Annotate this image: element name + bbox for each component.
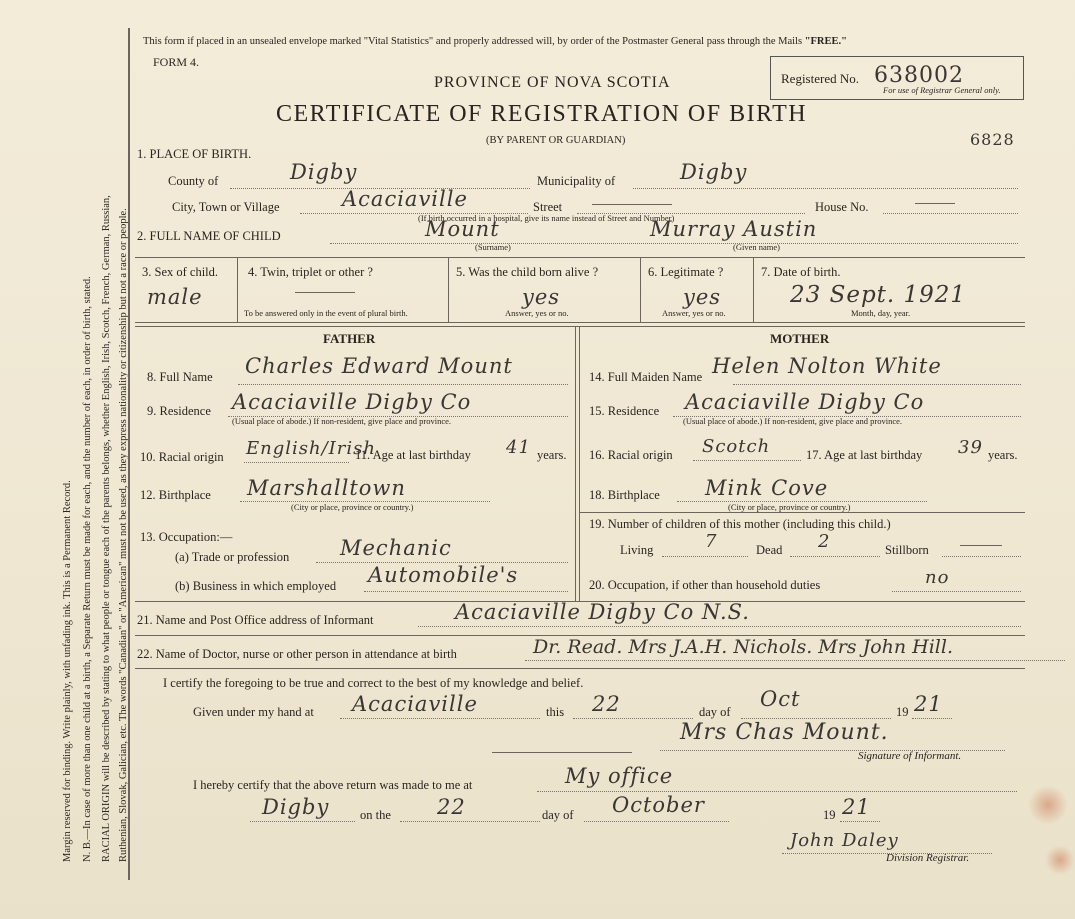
registrar-only-note: For use of Registrar General only. bbox=[883, 85, 1001, 95]
mother-header: MOTHER bbox=[770, 331, 830, 346]
mother-occupation-line bbox=[892, 591, 1021, 592]
father-residence-note: (Usual place of abode.) If non-resident, give place and province. bbox=[232, 416, 452, 426]
mother-name-label: 14. Full Maiden Name bbox=[589, 370, 703, 384]
county-label: County of bbox=[168, 174, 219, 188]
registrar-day-line bbox=[400, 821, 540, 822]
given-label: Given under my hand at bbox=[193, 705, 314, 719]
child-given-name: Murray Austin bbox=[650, 217, 818, 241]
margin-note-nb: N. B.—In case of more than one child at a birth, a Separate Return must be made for each, and the number of each, in order of birth, stated. bbox=[82, 276, 93, 862]
cert-year-value: 21 bbox=[914, 692, 943, 716]
mother-birthplace-value: Mink Cove bbox=[705, 476, 829, 500]
municipality-line bbox=[633, 188, 1018, 189]
mother-birthplace-label: 18. Birthplace bbox=[589, 488, 660, 502]
mother-age-label: 17. Age at last birthday bbox=[806, 448, 923, 462]
row3-divider-2 bbox=[448, 257, 449, 322]
father-birthplace-label: 12. Birthplace bbox=[140, 488, 211, 502]
cert-year-prefix: 19 bbox=[896, 705, 909, 719]
margin-note-racial-2: Ruthenian, Slovak, Galician, etc. The words "Canadian" or "American" must not be used, as they express nationality or citizenship but not a race or people. bbox=[118, 208, 129, 862]
dob-note: Month, day, year. bbox=[851, 308, 911, 318]
cert-day-value: 22 bbox=[592, 692, 621, 716]
mother-racial-value: Scotch bbox=[702, 436, 771, 457]
alive-value: yes bbox=[522, 285, 561, 309]
father-trade-value: Mechanic bbox=[340, 536, 452, 560]
alive-label: 5. Was the child born alive ? bbox=[456, 265, 599, 279]
registrar-day-value: 22 bbox=[437, 795, 466, 819]
twin-label: 4. Twin, triplet or other ? bbox=[248, 265, 373, 279]
year-line bbox=[912, 718, 952, 719]
certify-line: I certify the foregoing to be true and correct to the best of my knowledge and belief. bbox=[163, 676, 584, 690]
margin-note-racial-1: RACIAL ORIGIN will be described by stating to what people or tongue each of the parents belongs, whether English, Irish, Scotch, French, German, Russian, bbox=[101, 195, 112, 862]
row3-divider-4 bbox=[753, 257, 754, 322]
mother-children-label: 19. Number of children of this mother (including this child.) bbox=[589, 517, 891, 531]
signature-caption: Signature of Informant. bbox=[858, 750, 962, 762]
mother-children-rule bbox=[580, 512, 1025, 513]
father-header: FATHER bbox=[323, 331, 376, 346]
stillborn-dash bbox=[960, 545, 1002, 546]
mother-residence-label: 15. Residence bbox=[589, 404, 660, 418]
father-name-value: Charles Edward Mount bbox=[245, 354, 513, 378]
registrar-caption: Division Registrar. bbox=[886, 852, 970, 864]
mother-age-unit: years. bbox=[988, 448, 1018, 462]
stillborn-label: Stillborn bbox=[885, 543, 929, 557]
on-the-label: on the bbox=[360, 808, 391, 822]
father-birthplace-value: Marshalltown bbox=[247, 476, 406, 500]
row3-divider-1 bbox=[237, 257, 238, 322]
informant-value: Acaciaville Digby Co N.S. bbox=[455, 600, 750, 624]
attendant-line bbox=[525, 660, 1065, 661]
hospital-note: (If birth occurred in a hospital, give its name instead of Street and Number) bbox=[418, 213, 675, 223]
mother-residence-note: (Usual place of abode.) If non-resident, give place and province. bbox=[683, 416, 903, 426]
attendant-value: Dr. Read. Mrs J.A.H. Nichols. Mrs John Hill. bbox=[533, 636, 954, 658]
mother-name-value: Helen Nolton White bbox=[712, 354, 942, 378]
cert-month-value: Oct bbox=[760, 687, 801, 711]
living-label: Living bbox=[620, 543, 654, 557]
legitimate-label: 6. Legitimate ? bbox=[648, 265, 724, 279]
paper-stain bbox=[1045, 845, 1075, 875]
given-place-value: Acaciaville bbox=[352, 692, 478, 716]
father-business-label: (b) Business in which employed bbox=[175, 579, 337, 593]
parents-top-rule bbox=[135, 326, 1025, 327]
informant-label: 21. Name and Post Office address of Informant bbox=[137, 613, 374, 627]
child-name-label: 2. FULL NAME OF CHILD bbox=[137, 229, 281, 243]
postal-note-text: This form if placed in an unsealed envelope marked "Vital Statistics" and properly addressed will, by order of the Postmaster General pass through the Mails bbox=[143, 36, 803, 47]
father-business-line bbox=[364, 591, 568, 592]
municipality-value: Digby bbox=[680, 160, 748, 184]
dead-value: 2 bbox=[818, 531, 831, 552]
attendant-label: 22. Name of Doctor, nurse or other person in attendance at birth bbox=[137, 647, 457, 661]
registrar-day-of-label: day of bbox=[542, 808, 574, 822]
legitimate-note: Answer, yes or no. bbox=[662, 308, 726, 318]
twin-note: To be answered only in the event of plural birth. bbox=[244, 308, 408, 318]
father-birthplace-note: (City or place, province or country.) bbox=[291, 502, 414, 512]
father-racial-line bbox=[244, 462, 349, 463]
month-line bbox=[741, 718, 891, 719]
this-label: this bbox=[546, 705, 565, 719]
house-label: House No. bbox=[815, 200, 869, 214]
alive-note: Answer, yes or no. bbox=[505, 308, 569, 318]
father-trade-label: (a) Trade or profession bbox=[175, 550, 290, 564]
witness-line bbox=[492, 752, 632, 753]
given-place-line bbox=[340, 718, 540, 719]
form-number: FORM 4. bbox=[153, 55, 200, 69]
parents-divider bbox=[575, 326, 576, 601]
mother-residence-value: Acaciaville Digby Co bbox=[685, 390, 925, 414]
registrar-place-value: My office bbox=[565, 764, 674, 788]
twin-dash bbox=[295, 292, 355, 293]
living-value: 7 bbox=[705, 531, 718, 552]
father-name-line bbox=[238, 384, 568, 385]
registrar-line: I hereby certify that the above return was made to me at bbox=[193, 778, 473, 792]
registered-label: Registered No. bbox=[781, 71, 859, 86]
registrar-year-value: 21 bbox=[842, 795, 871, 819]
certificate-subtitle: (BY PARENT OR GUARDIAN) bbox=[486, 135, 626, 146]
mother-birthplace-note: (City or place, province or country.) bbox=[728, 502, 851, 512]
province-heading: PROVINCE OF NOVA SCOTIA bbox=[434, 74, 671, 91]
mother-age-value: 39 bbox=[958, 437, 983, 458]
registered-number: 638002 bbox=[874, 63, 964, 88]
living-line bbox=[662, 556, 748, 557]
corner-number: 6828 bbox=[970, 130, 1015, 149]
city-value: Acaciaville bbox=[342, 187, 468, 211]
surname-caption: (Surname) bbox=[475, 242, 511, 252]
street-label: Street bbox=[533, 200, 563, 214]
place-of-birth-label: 1. PLACE OF BIRTH. bbox=[137, 147, 252, 161]
registrar-year-prefix: 19 bbox=[823, 808, 836, 822]
father-occupation-label: 13. Occupation:— bbox=[140, 530, 233, 544]
mother-occupation-label: 20. Occupation, if other than household duties bbox=[589, 578, 821, 592]
city-label: City, Town or Village bbox=[172, 200, 280, 214]
registrar-month-line bbox=[584, 821, 729, 822]
dob-label: 7. Date of birth. bbox=[761, 265, 841, 279]
dead-line bbox=[790, 556, 880, 557]
street-dash bbox=[592, 204, 672, 205]
father-age-value: 41 bbox=[506, 437, 531, 458]
registrar-location-value: Digby bbox=[262, 795, 330, 819]
mother-name-line bbox=[733, 384, 1021, 385]
informant-signature: Mrs Chas Mount. bbox=[680, 720, 889, 745]
registrar-year-line bbox=[840, 821, 880, 822]
registrar-month-value: October bbox=[612, 793, 705, 817]
father-age-label: 11. Age at last birthday bbox=[355, 448, 471, 462]
father-residence-value: Acaciaville Digby Co bbox=[232, 390, 472, 414]
legitimate-value: yes bbox=[683, 285, 722, 309]
house-dash bbox=[915, 203, 955, 204]
attendant-rule bbox=[135, 668, 1025, 669]
dead-label: Dead bbox=[756, 543, 783, 557]
cert-day-of-label: day of bbox=[699, 705, 731, 719]
house-line bbox=[883, 213, 1018, 214]
row3-divider-3 bbox=[640, 257, 641, 322]
row3-top-rule bbox=[135, 257, 1025, 258]
certificate-title: CERTIFICATE OF REGISTRATION OF BIRTH bbox=[276, 101, 808, 127]
stillborn-line bbox=[942, 556, 1021, 557]
sex-label: 3. Sex of child. bbox=[142, 265, 219, 279]
father-racial-value: English/Irish bbox=[246, 438, 376, 459]
postal-note-free: "FREE." bbox=[804, 36, 847, 47]
postal-note bbox=[143, 36, 847, 47]
father-business-value: Automobile's bbox=[368, 563, 519, 587]
dob-value: 23 Sept. 1921 bbox=[790, 282, 967, 308]
father-residence-label: 9. Residence bbox=[147, 404, 211, 418]
informant-line bbox=[418, 626, 1021, 627]
mother-occupation-value: no bbox=[925, 567, 950, 588]
mother-racial-label: 16. Racial origin bbox=[589, 448, 673, 462]
child-surname: Mount bbox=[425, 217, 500, 241]
paper-stain bbox=[1028, 785, 1068, 825]
child-name-line bbox=[330, 243, 1018, 244]
day-line bbox=[573, 718, 693, 719]
father-name-label: 8. Full Name bbox=[147, 370, 213, 384]
given-name-caption: (Given name) bbox=[733, 242, 780, 252]
registered-box bbox=[770, 56, 1024, 100]
registrar-location-line bbox=[250, 821, 355, 822]
county-value: Digby bbox=[290, 160, 358, 184]
margin-rule bbox=[128, 28, 130, 880]
sex-value: male bbox=[147, 285, 203, 309]
parents-divider-2 bbox=[579, 326, 580, 601]
row3-bottom-rule bbox=[135, 322, 1025, 323]
margin-note-binding: Margin reserved for binding. Write plainly, with unfading ink. This is a Permanent Record. bbox=[62, 480, 73, 862]
father-age-unit: years. bbox=[537, 448, 567, 462]
father-racial-label: 10. Racial origin bbox=[140, 450, 224, 464]
mother-racial-line bbox=[693, 460, 801, 461]
registrar-place-line bbox=[537, 791, 1017, 792]
registrar-signature: John Daley bbox=[790, 830, 899, 851]
municipality-label: Municipality of bbox=[537, 174, 616, 188]
